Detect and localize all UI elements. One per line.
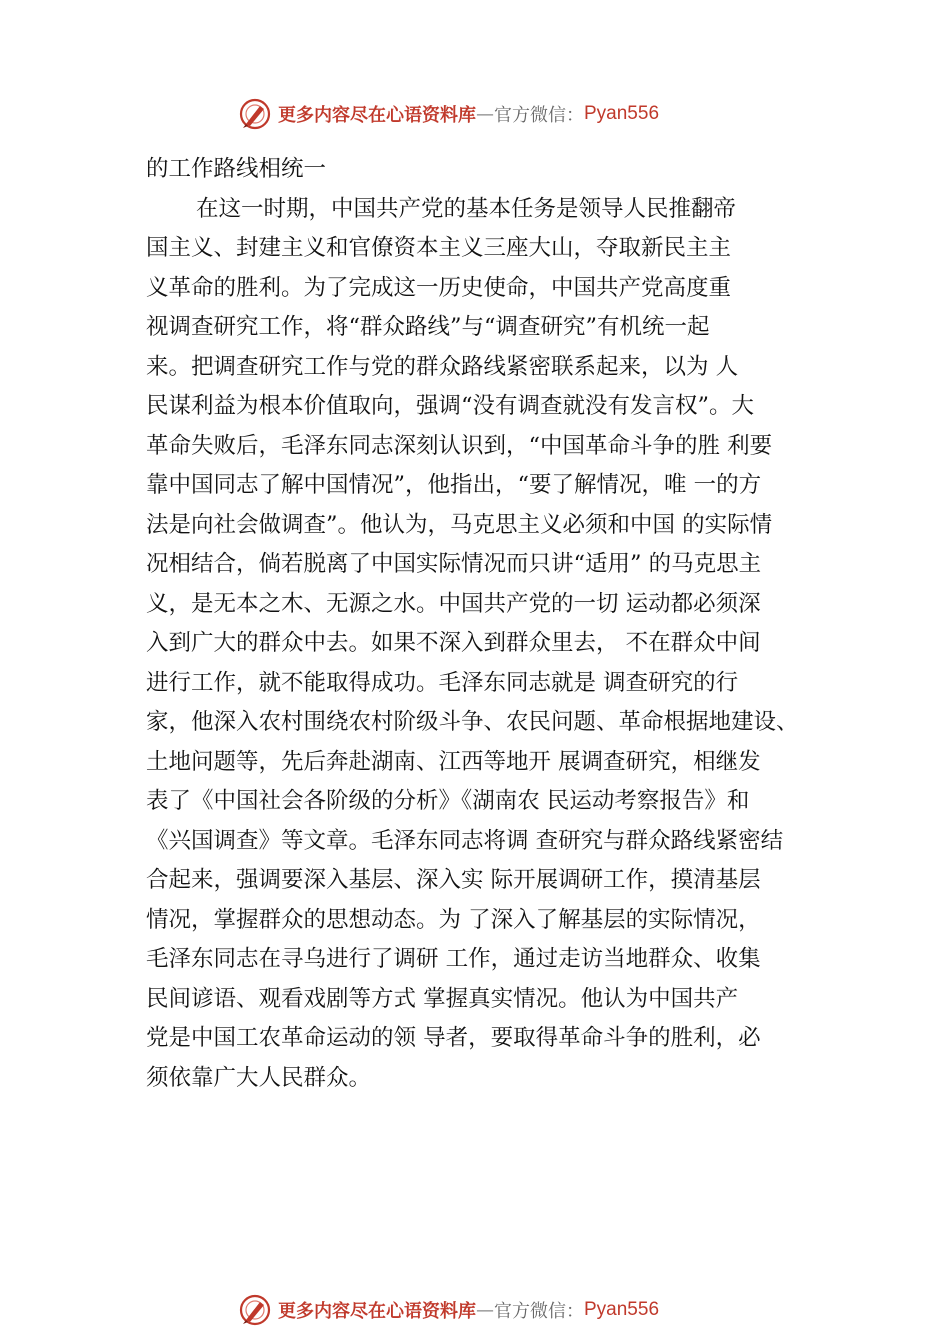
text-line: 表了《中国社会各阶级的分析》《湖南农 民运动考察报告》和 <box>146 788 750 814</box>
pen-nib-logo-icon <box>238 1293 272 1327</box>
separator-dash: — <box>476 1299 494 1321</box>
header-banner <box>238 96 659 132</box>
text-line: 靠中国同志了解中国情况”，他指出，“要了解情况，唯 一的方 <box>146 472 762 498</box>
text-line: 情况，掌握群众的思想动态。为 了深入了解基层的实际情况， <box>146 906 761 933</box>
text-line: 的工作路线相统一 <box>146 156 327 182</box>
footer-banner <box>238 1292 659 1328</box>
text-line: 国主义、封建主义和官僚资本主义三座大山，夺取新民主主 <box>146 235 732 261</box>
text-line: 民谋利益为根本价值取向，强调“没有调查就没有发言权”。大 <box>146 393 755 419</box>
paragraph-start-line: 在这一时期，中国共产党的基本任务是领导人民推翻帝 <box>196 195 737 222</box>
text-line: 入到广大的群众中去。如果不深入到群众里去， 不在群众中间 <box>146 630 761 656</box>
text-line: 视调查研究工作，将“群众路线”与“调查研究”有机统一起 <box>146 314 710 340</box>
brand-text: 更多内容尽在心语资料库 <box>278 1301 476 1322</box>
text-line: 革命失败后，毛泽东同志深刻认识到，“中国革命斗争的胜 利要 <box>146 432 773 459</box>
text-line: 来。把调查研究工作与党的群众路线紧密联系起来，以为 人 <box>146 353 739 380</box>
text-line: 况相结合，倘若脱离了中国实际情况而只讲“适用” 的马克思主 <box>146 551 762 577</box>
text-line: 毛泽东同志在寻乌进行了调研 工作，通过走访当地群众、收集 <box>146 946 761 972</box>
brand-text: 更多内容尽在心语资料库 <box>278 105 476 126</box>
separator-dash: — <box>476 103 494 125</box>
text-line: 民间谚语、观看戏剧等方式 掌握真实情况。他认为中国共产 <box>146 985 739 1012</box>
wechat-id: Pyan556 <box>584 1299 660 1320</box>
text-line: 家，他深入农村围绕农村阶级斗争、农民问题、革命根据地建设、 <box>146 709 799 735</box>
text-line: 合起来，强调要深入基层、深入实 际开展调研工作，摸清基层 <box>146 867 761 893</box>
document-body <box>146 150 846 1098</box>
text-line: 党是中国工农革命运动的领 导者，要取得革命斗争的胜利，必 <box>146 1025 761 1051</box>
text-line: 义，是无本之木、无源之水。中国共产党的一切 运动都必须深 <box>146 590 761 617</box>
wechat-label: 官方微信： <box>494 1301 584 1322</box>
text-line: 《兴国调查》等文章。毛泽东同志将调 查研究与群众路线紧密结 <box>146 827 784 854</box>
pen-nib-logo-icon <box>238 97 272 131</box>
text-line: 义革命的胜利。为了完成这一历史使命，中国共产党高度重 <box>146 274 732 301</box>
text-line: 法是向社会做调查”。他认为，马克思主义必须和中国 的实际情 <box>146 511 773 538</box>
wechat-label: 官方微信： <box>494 105 584 126</box>
text-line: 须依靠广大人民群众。 <box>146 1064 372 1091</box>
wechat-id: Pyan556 <box>584 103 660 124</box>
text-line: 进行工作，就不能取得成功。毛泽东同志就是 调查研究的行 <box>146 669 739 696</box>
text-line: 土地问题等，先后奔赴湖南、江西等地开 展调查研究，相继发 <box>146 748 761 775</box>
